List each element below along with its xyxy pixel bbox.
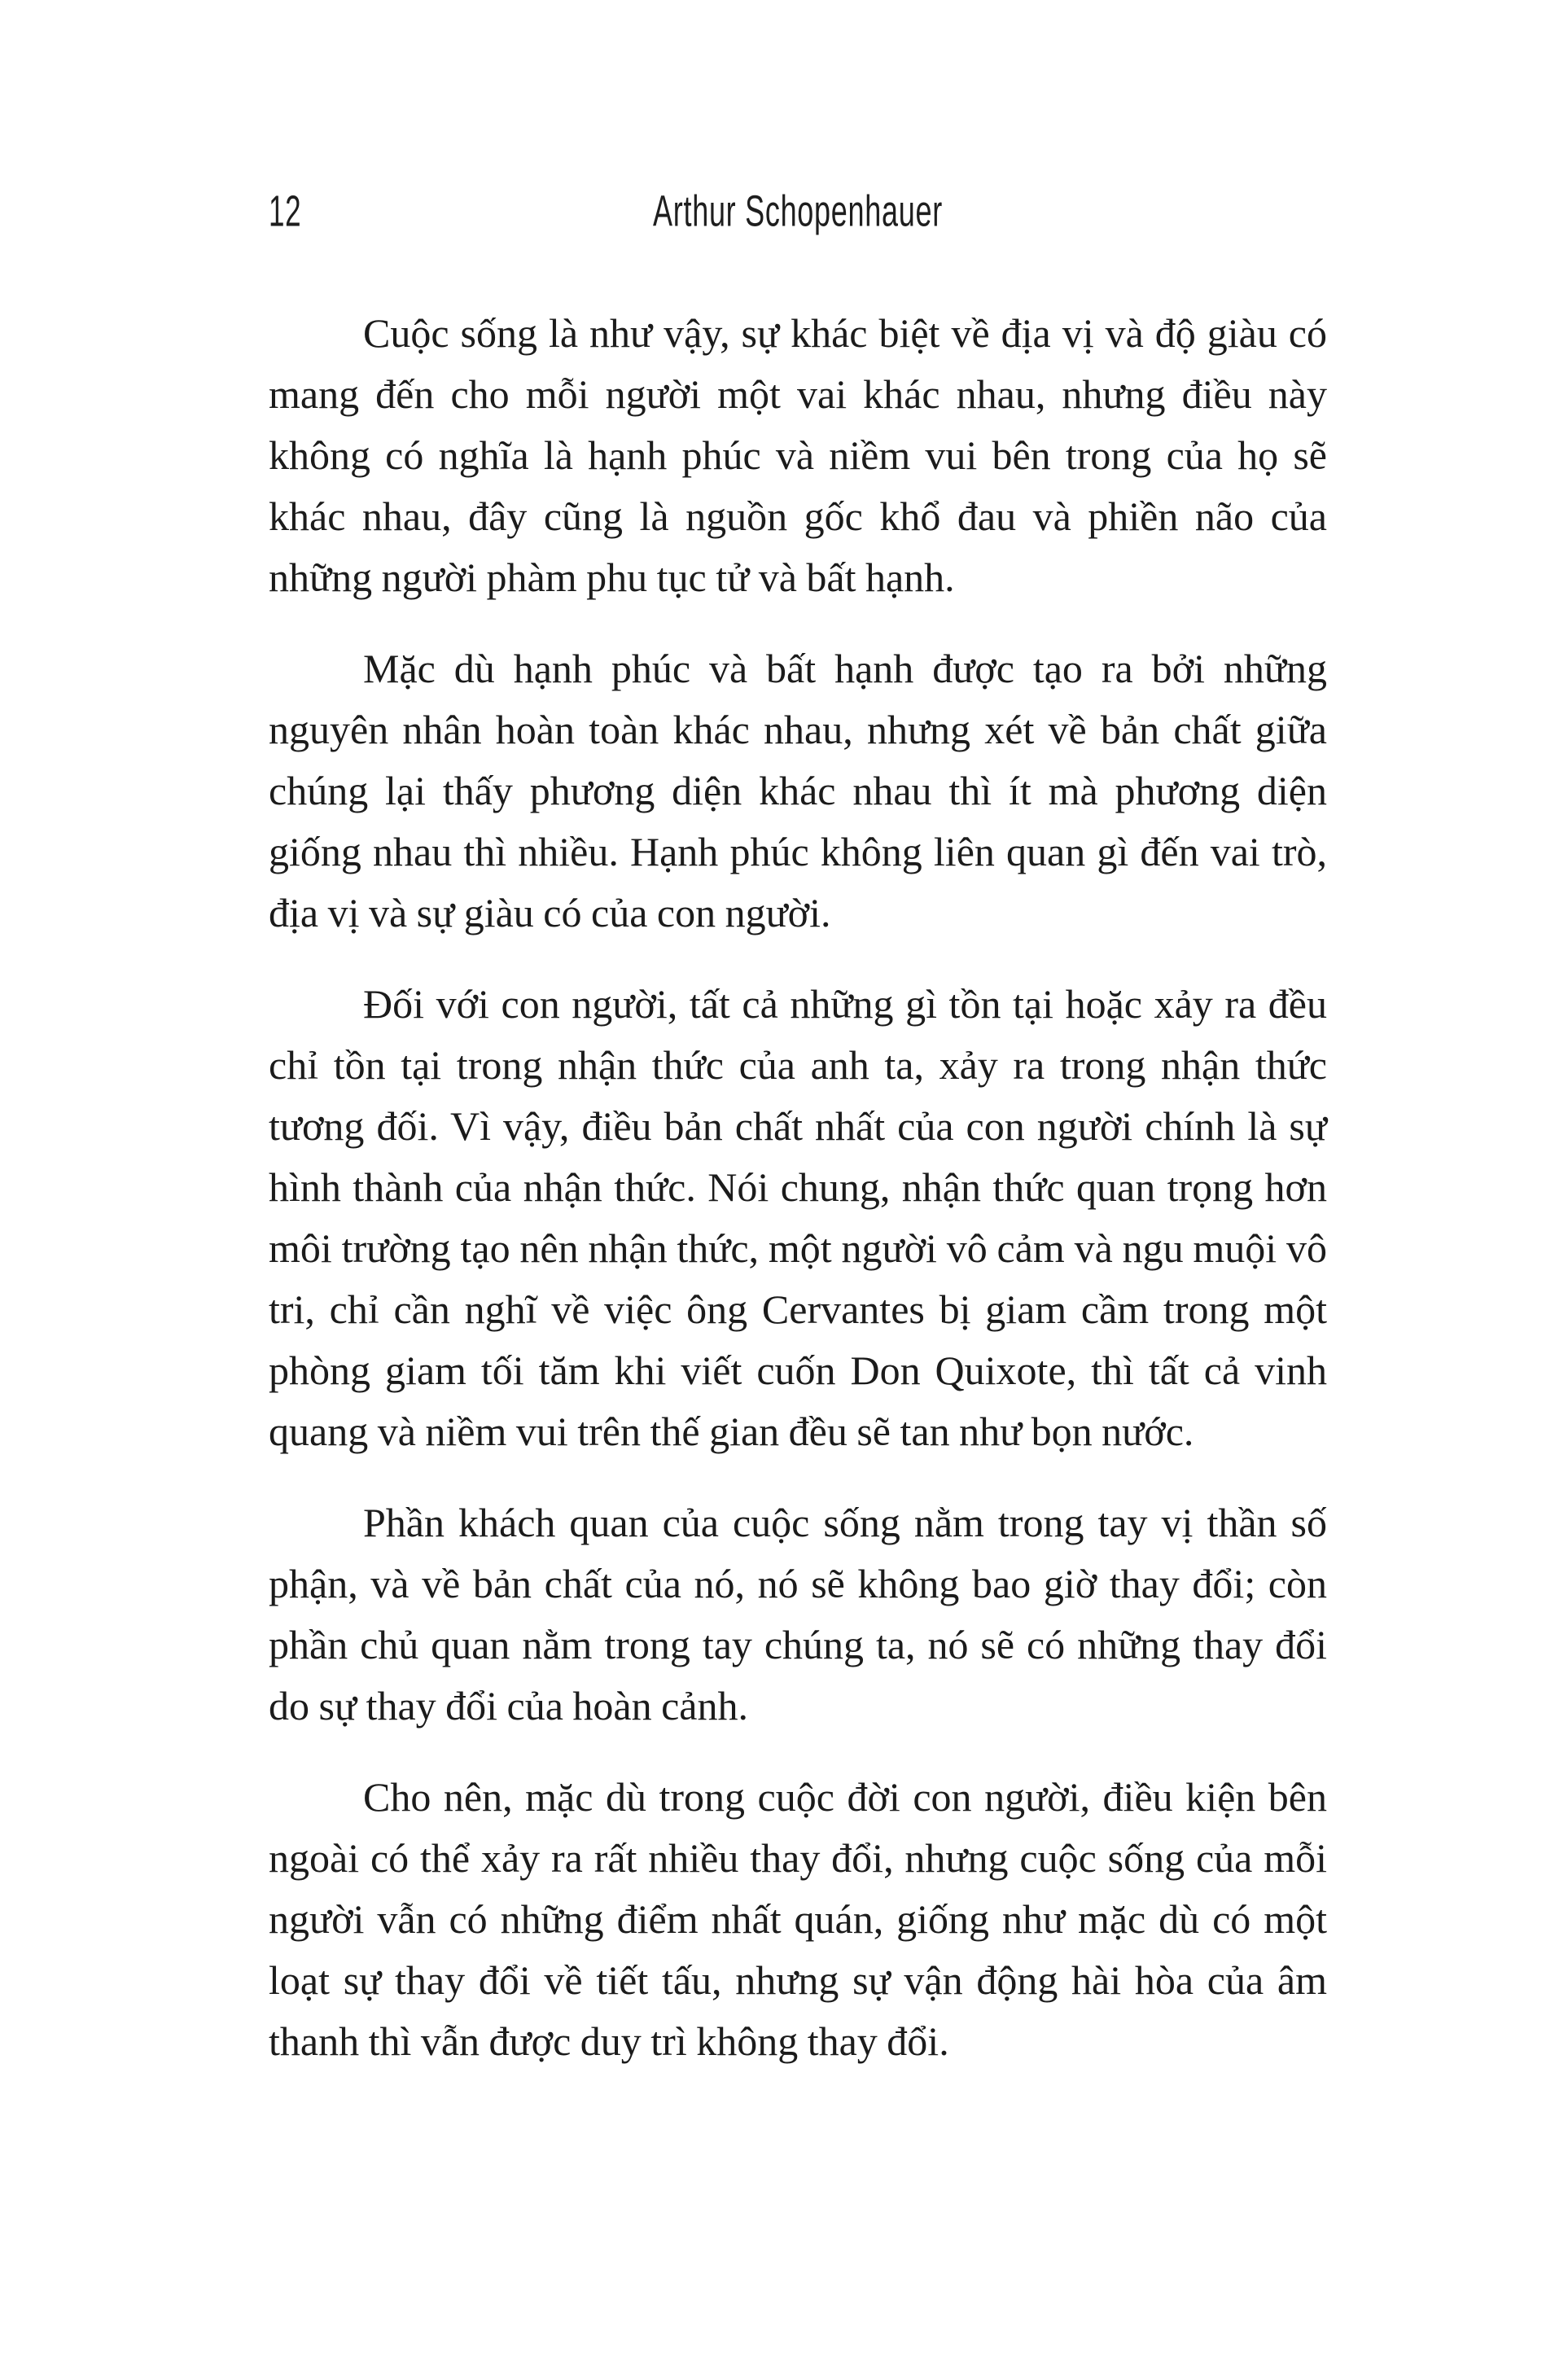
running-title: Arthur Schopenhauer [653,186,943,236]
running-header [269,186,1327,236]
paragraph: Mặc dù hạnh phúc và bất hạnh được tạo ra bởi những nguyên nhân hoàn toàn khác nhau, nhưng xét về bản chất giữa chúng lại thấy phương diện khác nhau thì ít mà phương diện giống nhau thì nhiều. Hạnh phúc không liên quan gì đến vai trò, địa vị và sự giàu có của con người. [269,646,1327,935]
paragraph: Đối với con người, tất cả những gì tồn tại hoặc xảy ra đều chỉ tồn tại trong nhận thức của anh ta, xảy ra trong nhận thức tương đối. Vì vậy, điều bản chất nhất của con người chính là sự hình thành của nhận thức. Nói chung, nhận thức quan trọng hơn môi trường tạo nên nhận thức, một người vô cảm và ngu muội vô tri, chỉ cần nghĩ về việc ông Cervantes bị giam cầm trong một phòng giam tối tăm khi viết cuốn Don Quixote, thì tất cả vinh quang và niềm vui trên thế gian đều sẽ tan như bọn nước. [269,981,1327,1454]
paragraph: Cuộc sống là như vậy, sự khác biệt về địa vị và độ giàu có mang đến cho mỗi người một vai khác nhau, nhưng điều này không có nghĩa là hạnh phúc và niềm vui bên trong của họ sẽ khác nhau, đây cũng là nguồn gốc khổ đau và phiền não của những người phàm phu tục tử và bất hạnh. [269,310,1327,600]
paragraph: Cho nên, mặc dù trong cuộc đời con người, điều kiện bên ngoài có thể xảy ra rất nhiều thay đổi, nhưng cuộc sống của mỗi người vẫn có những điểm nhất quán, giống như mặc dù có một loạt sự thay đổi về tiết tấu, nhưng sự vận động hài hòa của âm thanh thì vẫn được duy trì không thay đổi. [269,1774,1327,2064]
paragraph: Phần khách quan của cuộc sống nằm trong tay vị thần số phận, và về bản chất của nó, nó sẽ không bao giờ thay đổi; còn phần chủ quan nằm trong tay chúng ta, nó sẽ có những thay đổi do sự thay đổi của hoàn cảnh. [269,1500,1327,1728]
body-text [269,303,1327,2102]
page-number: 12 [269,186,302,236]
